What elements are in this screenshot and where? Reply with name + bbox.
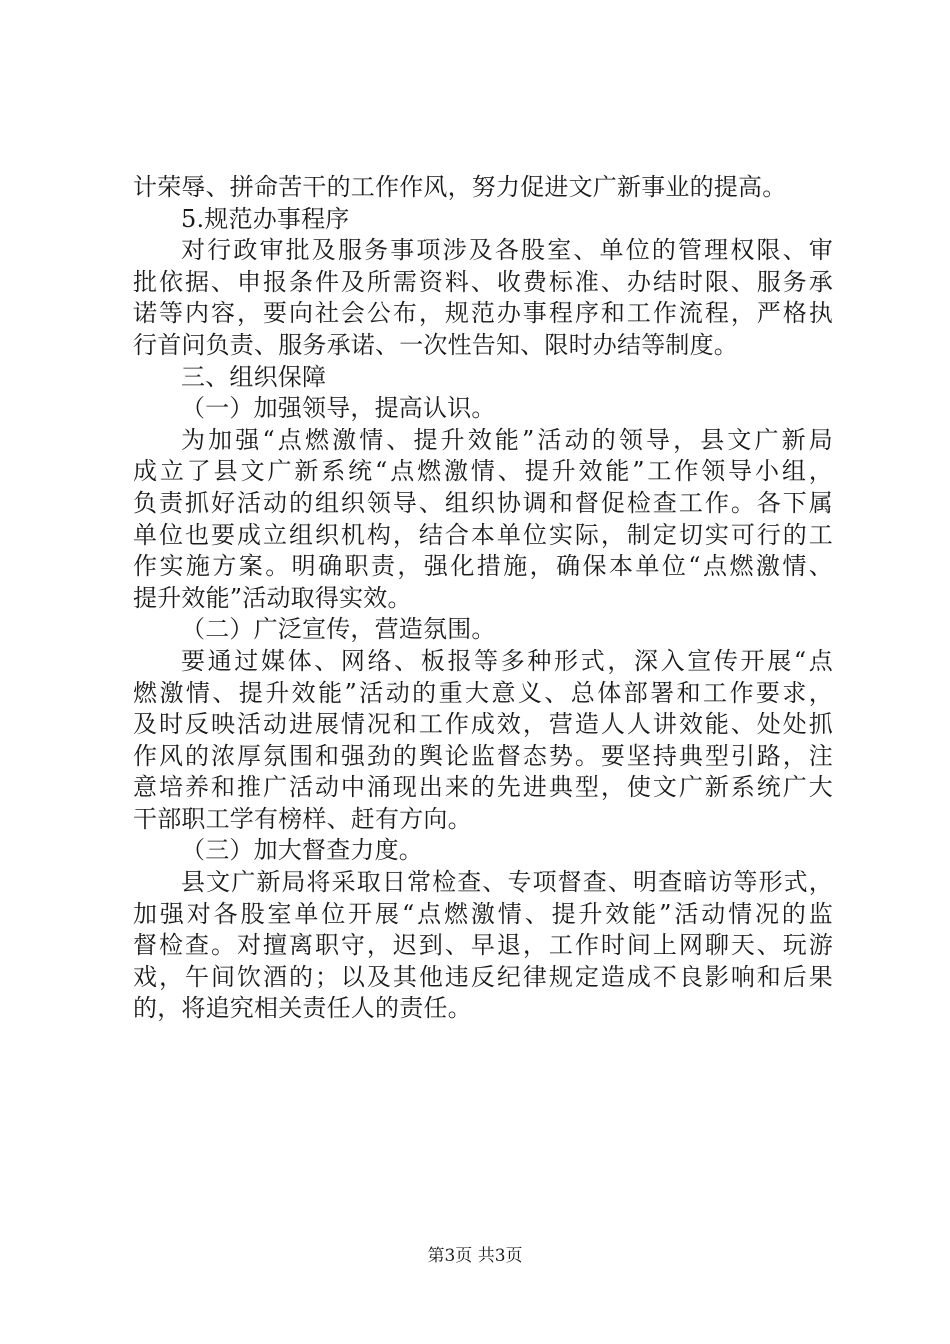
text-line: （二）广泛宣传，营造氛围。: [181, 615, 496, 644]
text-line: 行首问负责、服务承诺、一次性告知、限时办结等制度。: [133, 330, 738, 359]
text-line: 对行政审批及服务事项涉及各股室、单位的管理权限、审: [181, 236, 833, 265]
text-line: 作实施方案。明确职责，强化措施，确保本单位“点燃激情、: [133, 552, 833, 581]
text-line: 批依据、申报条件及所需资料、收费标准、办结时限、服务承: [133, 267, 833, 296]
text-line: 成立了县文广新系统“点燃激情、提升效能”工作领导小组，: [133, 457, 833, 486]
text-line: 诺等内容，要向社会公布，规范办事程序和工作流程，严格执: [133, 299, 833, 328]
text-line: 要通过媒体、网络、板报等多种形式，深入宣传开展“点: [181, 646, 833, 675]
text-line: 5.规范办事程序: [181, 204, 350, 233]
text-line: 干部职工学有榜样、赶有方向。: [133, 804, 472, 833]
text-line: 单位也要成立组织机构，结合本单位实际，制定切实可行的工: [133, 520, 833, 549]
text-line: 计荣辱、拼命苦干的工作作风，努力促进文广新事业的提高。: [133, 173, 787, 201]
text-line: 及时反映活动进展情况和工作成效，营造人人讲效能、处处抓: [133, 710, 833, 739]
text-line: 督检查。对擅离职守，迟到、早退，工作时间上网聊天、玩游: [133, 931, 833, 960]
text-line: 县文广新局将采取日常检查、专项督查、明查暗访等形式，: [181, 868, 833, 897]
text-line: 作风的浓厚氛围和强劲的舆论监督态势。要坚持典型引路，注: [133, 741, 833, 770]
text-line: 负责抓好活动的组织领导、组织协调和督促检查工作。各下属: [133, 488, 833, 517]
page-number-label: 第3页 共3页: [427, 1246, 523, 1266]
text-line: 燃激情、提升效能”活动的重大意义、总体部署和工作要求，: [133, 678, 833, 707]
text-line: 为加强“点燃激情、提升效能”活动的领导，县文广新局: [181, 425, 833, 454]
text-line: 意培养和推广活动中涌现出来的先进典型，使文广新系统广大: [133, 773, 833, 802]
text-line: 戏，午间饮酒的；以及其他违反纪律规定造成不良影响和后果: [133, 962, 833, 991]
text-line: 的，将追究相关责任人的责任。: [133, 994, 472, 1023]
text-line: （一）加强领导，提高认识。: [181, 394, 496, 423]
text-line: 三、组织保障: [181, 362, 327, 391]
page-footer: [0, 1245, 950, 1267]
document-body: [133, 172, 833, 1025]
text-line: 提升效能”活动取得实效。: [133, 583, 412, 612]
text-line: 加强对各股室单位开展“点燃激情、提升效能”活动情况的监: [133, 899, 833, 928]
text-line: （三）加大督查力度。: [181, 836, 423, 865]
